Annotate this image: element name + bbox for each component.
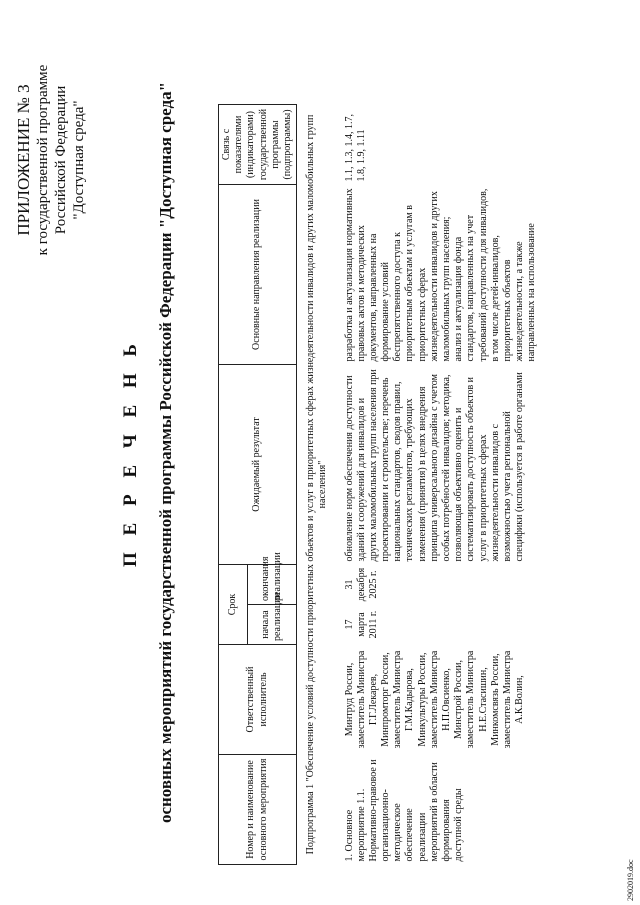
table-row [338,105,541,865]
header-term: Срок [219,565,248,645]
document-heading [120,0,176,905]
header-executor: Ответственный исполнитель [219,645,297,755]
subprogram-row [297,105,338,865]
cell-start: 17 марта 2011 г. [343,610,379,639]
row-name: Основное мероприятие 1.1. Нормативно-правовое и организационно-методическое обеспечение реализации мероприятий в области формирования доступной среды [343,759,465,862]
cell-link: 1.1, 1.3, 1.4, 1.7, 1.8, 1.9, 1.11 [343,114,367,182]
appendix-line-3: Российской Федерации [53,85,70,235]
cell-end: 31 декабря 2025 г. [343,567,379,602]
cell-name [338,755,541,865]
appendix-line-2: к государственной программе [35,64,52,256]
measures-table [218,104,541,865]
cell-directions: разработка и актуализация нормативных правовых актов и методических документов, направленных на формирование условий беспрепятственного доступа к приоритетным объектам и услугам в приоритетных сферах жизнедеятельности инвалидов и других маломобильных групп населения; анализ и актуализация фонда стандартов, направленных на учет требований доступности для инвалидов, в том числе детей-инвалидов, приоритетных объектов жизнедеятельности, а также направленных на использование [343,188,538,362]
file-code: 2902019.doc [626,859,635,901]
appendix-block [14,30,88,290]
document-title: П Е Р Е Ч Е Н Ь [120,338,141,567]
subprogram-title: Подпрограмма 1 "Обеспечение условий доступности приоритетных объектов и услуг в приоритетных сферах жизнедеятельности инвалидов и других маломобильных групп населения" [305,114,329,855]
header-term-end: окончания реализации [247,565,296,605]
header-result: Ожидаемый результат [219,365,297,565]
cell-result: обновление норм обеспечения доступности зданий и сооружений для инвалидов и других маломобильных групп населения при проектировании и строительстве; перечень национальных стандартов, сводов правил, технических регламентов, требующих изменения (принятия) в целях внедрения принципа универсального дизайна с учетом особых потребностей инвалидов; методика, позволяющая объективно оценить и систематизировать доступность объектов и услуг в приоритетных сферах жизнедеятельности инвалидов с возможностью учета региональной специфики (используется в работе органами [343,369,526,562]
header-link: Связь с показателями (индикаторами) государственной программы (подпрограммы) [219,105,297,185]
header-name: Номер и наименование основного мероприятия [219,755,297,865]
header-directions: Основные направления реализации [219,185,297,365]
cell-executor: Минтруд России, заместитель Министра Г.Г.Лекарев, Минпромторг России, заместитель Министра Г.М.Кадырова, Минкультуры России, заместитель Министра Н.П.Овсиенко, Минстрой России, заместитель Министра Н.Е.Стасишин, Минкомсвязь России, заместитель Министра А.К.Волин, [343,650,526,749]
table-header-row [219,105,248,865]
document-subtitle: основных мероприятий государственной программы Российской Федерации "Доступная среда" [156,81,175,824]
appendix-title: ПРИЛОЖЕНИЕ № 3 [14,84,33,236]
header-term-start: начала реализации [247,605,296,645]
row-number: 1. [343,854,355,862]
appendix-line-4: "Доступная среда" [71,100,88,220]
